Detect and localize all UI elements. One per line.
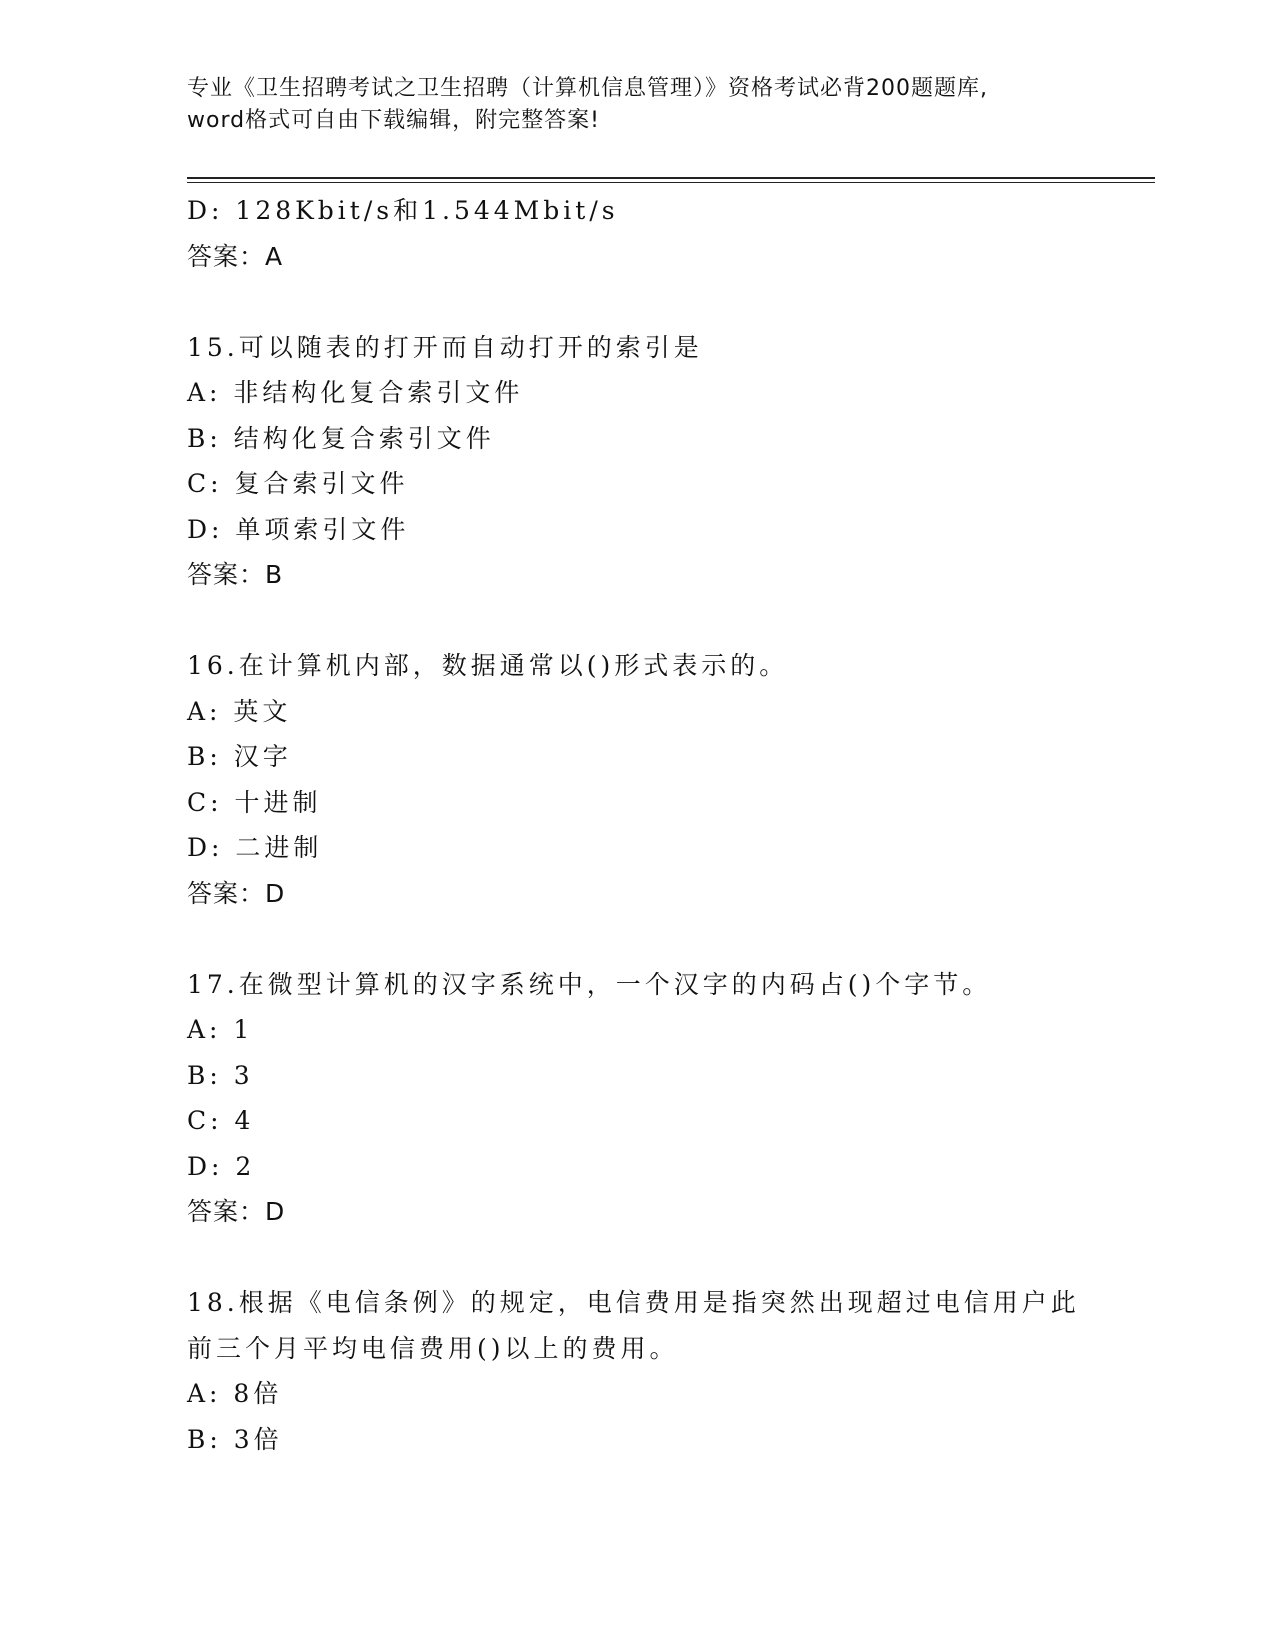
header-divider-thick <box>187 177 1155 179</box>
option-a: A: 英文 <box>187 696 292 726</box>
answer-line: 答案：D <box>187 1197 286 1226</box>
answer-line: 答案：A <box>187 241 284 271</box>
question-stem: 17.在微型计算机的汉字系统中，一个汉字的内码占()个字节。 <box>187 969 992 999</box>
spacer <box>187 1235 1087 1281</box>
document-header <box>187 73 1087 137</box>
question-stem-line-1: 18.根据《电信条例》的规定，电信费用是指突然出现超过电信用户此 <box>187 1288 1080 1317</box>
option-a: A: 8倍 <box>187 1379 283 1408</box>
option-d: D: 单项索引文件 <box>187 514 410 544</box>
question-list <box>187 188 1087 1462</box>
question-16 <box>187 643 1087 916</box>
spacer <box>187 916 1087 962</box>
option-b: B: 结构化复合索引文件 <box>187 423 495 453</box>
question-18 <box>187 1280 1087 1462</box>
header-title-line-2: word格式可自由下载编辑，附完整答案! <box>187 108 600 133</box>
option-a: A: 1 <box>187 1015 254 1044</box>
option-d: D: 128Kbit/s和1.544Mbit/s <box>187 196 619 225</box>
option-c: C: 复合索引文件 <box>187 469 409 498</box>
option-b: B: 汉字 <box>187 742 292 771</box>
answer-line: 答案：D <box>187 878 286 908</box>
question-17 <box>187 962 1087 1235</box>
spacer <box>187 279 1087 325</box>
answer-line: 答案：B <box>187 560 284 589</box>
header-title-line-1: 专业《卫生招聘考试之卫生招聘（计算机信息管理）》资格考试必背200题题库, <box>187 76 988 101</box>
question-stem: 16.在计算机内部，数据通常以()形式表示的。 <box>187 651 789 680</box>
option-d: D: 二进制 <box>187 833 323 862</box>
option-b: B: 3 <box>187 1060 254 1090</box>
question-15 <box>187 325 1087 598</box>
header-divider-thin <box>187 182 1155 183</box>
option-c: C: 十进制 <box>187 787 322 817</box>
option-d: D: 2 <box>187 1151 256 1181</box>
previous-question-tail <box>187 188 1087 279</box>
question-stem: 15.可以随表的打开而自动打开的索引是 <box>187 332 703 362</box>
option-a: A: 非结构化复合索引文件 <box>187 378 524 407</box>
option-b: B: 3倍 <box>187 1424 283 1454</box>
spacer <box>187 598 1087 644</box>
question-stem-line-2: 前三个月平均电信费用()以上的费用。 <box>187 1333 679 1363</box>
option-c: C: 4 <box>187 1106 255 1135</box>
